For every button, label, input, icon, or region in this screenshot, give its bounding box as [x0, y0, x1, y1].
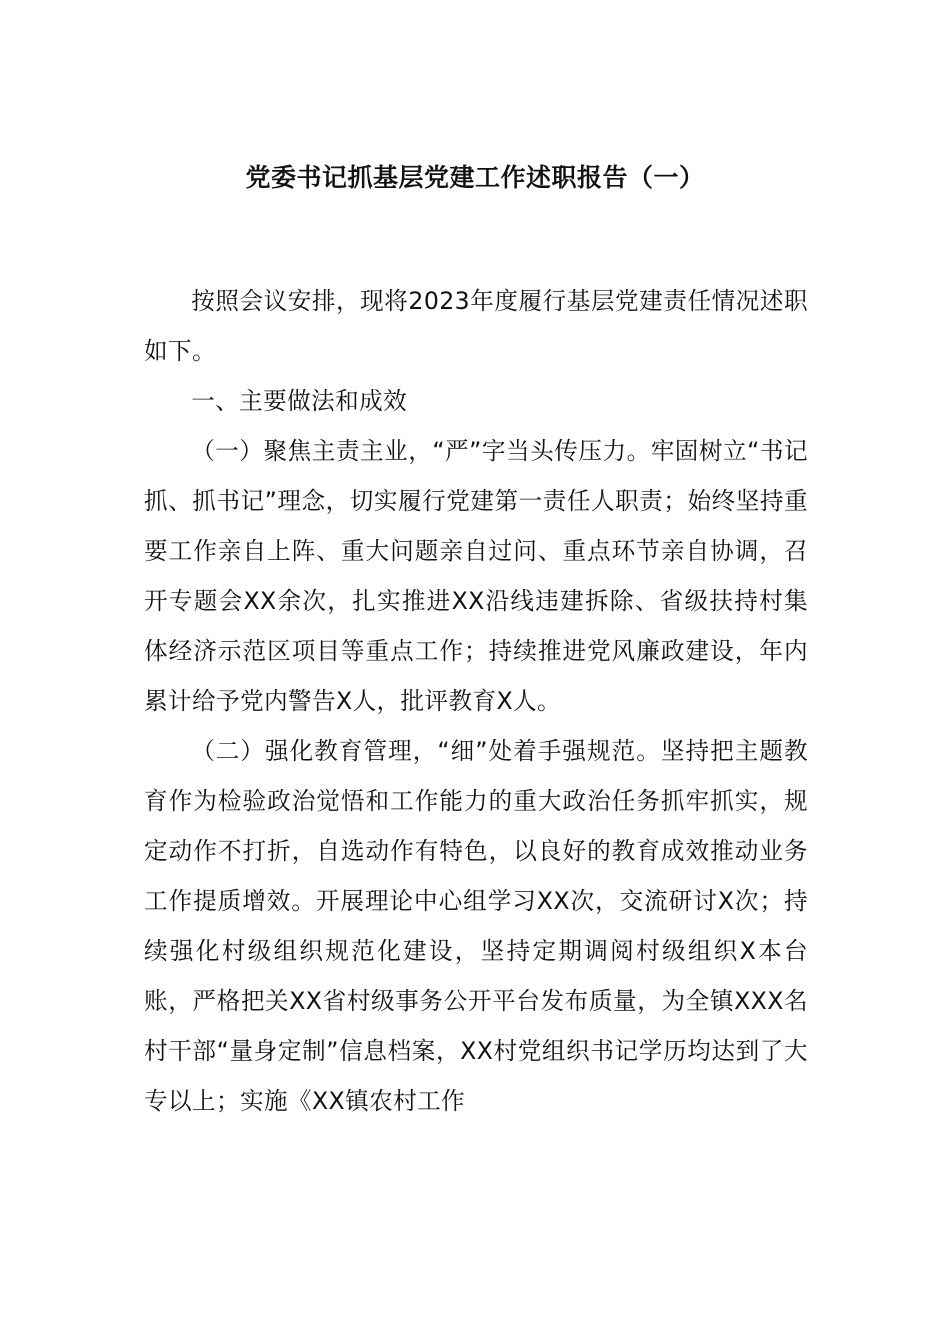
document-body — [144, 276, 808, 1126]
paragraph-intro: 按照会议安排，现将2023年度履行基层党建责任情况述职如下。 — [144, 287, 808, 365]
paragraph-section-1: （一）聚焦主责主业，“严”字当头传压力。牢固树立“书记抓、抓书记”理念，切实履行党建第一责任人职责；始终坚持重要工作亲自上阵、重大问题亲自过问、重点环节亲自协调，召开专题会XX余次，扎实推进XX沿线违建拆除、省级扶持村集体经济示范区项目等重点工作；持续推进党风廉政建设，年内累计给予党内警告X人，批评教育X人。 — [144, 437, 808, 715]
document-title: 党委书记抓基层党建工作述职报告（一） — [245, 163, 705, 192]
section-heading: 一、主要做法和成效 — [191, 387, 408, 415]
paragraph-section-2: （二）强化教育管理，“细”处着手强规范。坚持把主题教育作为检验政治觉悟和工作能力的重大政治任务抓牢抓实，规定动作不打折，自选动作有特色，以良好的教育成效推动业务工作提质增效。开展理论中心组学习XX次，交流研讨X次；持续强化村级组织规范化建设，坚持定期调阅村级组织X本台账，严格把关XX省村级事务公开平台发布质量，为全镇XXX名村干部“量身定制”信息档案，XX村党组织书记学历均达到了大专以上；实施《XX镇农村工作 — [144, 737, 808, 1115]
